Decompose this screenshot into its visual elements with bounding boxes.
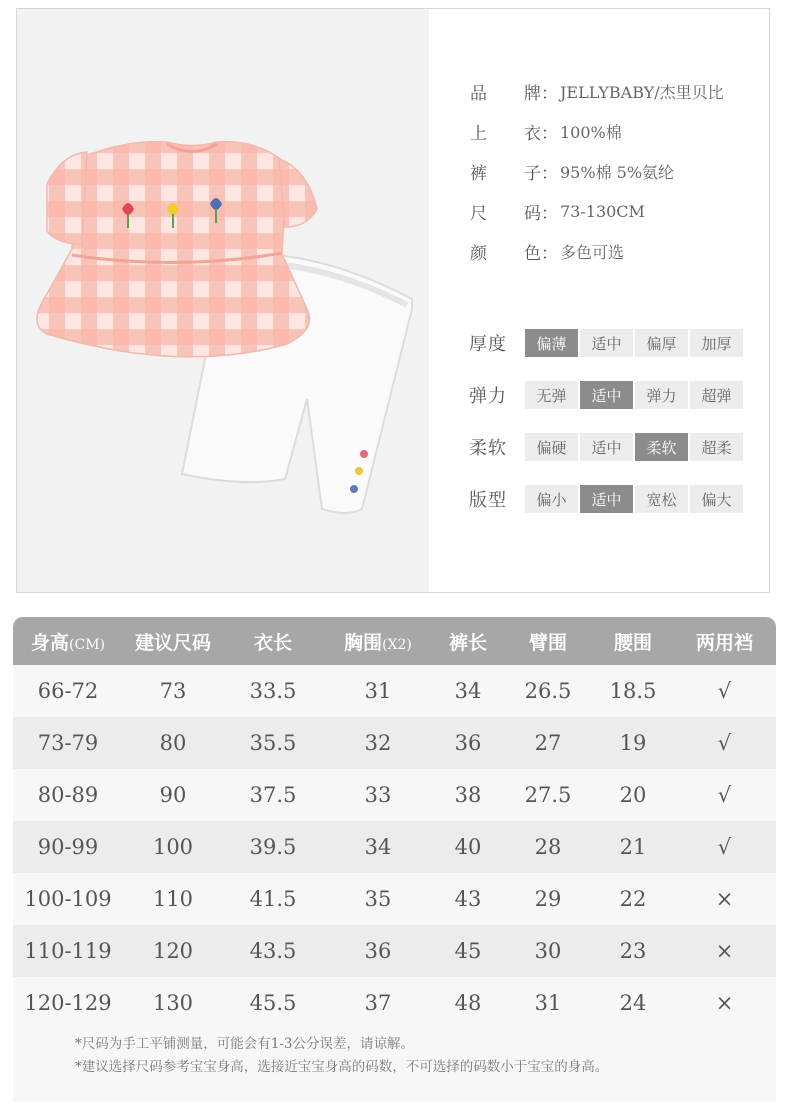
table-cell: 37.5 — [249, 783, 297, 807]
column-header-label: 两用裆 — [695, 631, 753, 654]
table-cell: √ — [717, 783, 732, 807]
attribute-name: 厚度 — [469, 334, 507, 355]
size-chart-header — [13, 617, 776, 665]
spec-label-char — [524, 119, 558, 144]
attribute-option: 偏硬 — [525, 433, 578, 461]
table-cell: 45.5 — [249, 991, 297, 1015]
column-header-unit: (CM) — [69, 636, 105, 653]
size-chart — [13, 617, 776, 1102]
spec-label-char: 颜 — [470, 243, 487, 264]
attribute-name: 弹力 — [469, 386, 507, 407]
column-header — [503, 628, 593, 655]
size-chart-body — [13, 665, 776, 1029]
table-cell: 39.5 — [249, 835, 297, 859]
table-cell: 27 — [534, 731, 562, 755]
table-cell: 43.5 — [249, 939, 297, 963]
spec-label — [470, 159, 558, 184]
attribute-option: 适中 — [580, 433, 633, 461]
table-cell: 40 — [454, 835, 482, 859]
attribute-grid — [469, 317, 745, 525]
table-cell: 29 — [534, 887, 562, 911]
spec-label — [470, 119, 558, 144]
table-cell: 110 — [152, 887, 194, 911]
colon: ： — [541, 243, 558, 264]
spec-label-char — [524, 159, 558, 184]
table-cell: 30 — [534, 939, 562, 963]
attribute-option: 偏大 — [690, 485, 743, 513]
table-cell: √ — [717, 679, 732, 703]
attribute-row — [469, 473, 745, 525]
column-header-label: 臂围 — [528, 631, 567, 654]
table-cell: 35 — [364, 887, 392, 911]
column-header — [673, 628, 776, 655]
attribute-option: 偏小 — [525, 485, 578, 513]
attribute-option: 超弹 — [690, 381, 743, 409]
table-cell: √ — [717, 835, 732, 859]
table-cell: 26.5 — [524, 679, 572, 703]
table-cell: × — [715, 887, 734, 911]
attribute-option-selected: 偏薄 — [525, 329, 578, 357]
table-row — [13, 925, 776, 977]
spec-label-char: 码 — [524, 203, 541, 224]
spec-label-char — [524, 199, 558, 224]
outfit-illustration — [17, 9, 429, 592]
spec-value: JELLYBABY/杰里贝比 — [560, 82, 724, 102]
spec-row — [470, 231, 724, 271]
table-cell: 48 — [454, 991, 482, 1015]
table-row — [13, 873, 776, 925]
table-cell: √ — [717, 731, 732, 755]
column-header-label: 腰围 — [613, 631, 652, 654]
attribute-option-selected: 适中 — [580, 381, 633, 409]
attribute-option: 适中 — [580, 329, 633, 357]
table-cell: 22 — [619, 887, 647, 911]
product-info-card — [16, 8, 770, 593]
spec-label-char: 色 — [524, 243, 541, 264]
table-cell: 28 — [534, 835, 562, 859]
table-cell: 34 — [454, 679, 482, 703]
table-cell: 100-109 — [24, 887, 112, 911]
spec-value: 100%棉 — [560, 122, 622, 142]
column-header-label: 身高 — [31, 631, 70, 654]
spec-label-char: 子 — [524, 163, 541, 184]
table-cell: 23 — [619, 939, 647, 963]
table-cell: 32 — [364, 731, 392, 755]
size-note: *建议选择尺码参考宝宝身高，选接近宝宝身高的码数，不可选择的码数小于宝宝的身高。 — [75, 1059, 609, 1075]
spec-row — [470, 71, 724, 111]
table-cell: 36 — [454, 731, 482, 755]
attribute-option: 超柔 — [690, 433, 743, 461]
table-cell: 41.5 — [249, 887, 297, 911]
spec-label-char: 品 — [470, 83, 487, 104]
table-cell: 120 — [152, 939, 194, 963]
size-note: *尺码为手工平铺测量，可能会有1-3公分误差，请谅解。 — [75, 1036, 414, 1052]
spec-label — [470, 79, 558, 104]
table-cell: 33.5 — [249, 679, 297, 703]
column-header-label: 衣长 — [253, 631, 292, 654]
size-notes — [13, 1029, 776, 1102]
table-cell: 18.5 — [609, 679, 657, 703]
spec-list — [470, 71, 724, 271]
column-header — [593, 628, 673, 655]
spec-label-char: 牌 — [524, 83, 541, 104]
spec-label-char — [524, 239, 558, 264]
column-header-label: 胸围 — [344, 631, 383, 654]
spec-value: 95%棉 5%氨纶 — [560, 162, 675, 182]
spec-row — [470, 111, 724, 151]
column-header — [323, 628, 433, 655]
attribute-option: 无弹 — [525, 381, 578, 409]
table-cell: 130 — [152, 991, 194, 1015]
table-cell: 80-89 — [37, 783, 99, 807]
table-cell: 19 — [619, 731, 647, 755]
table-cell: 38 — [454, 783, 482, 807]
table-cell: 73-79 — [37, 731, 99, 755]
attribute-option-selected: 适中 — [580, 485, 633, 513]
table-cell: 110-119 — [24, 939, 112, 963]
spec-label-char — [524, 79, 558, 104]
table-cell: × — [715, 939, 734, 963]
attribute-name: 柔软 — [469, 438, 507, 459]
attribute-option: 偏厚 — [635, 329, 688, 357]
spec-row — [470, 151, 724, 191]
table-cell: 90-99 — [37, 835, 99, 859]
table-cell: 27.5 — [524, 783, 572, 807]
column-header-label: 建议尺码 — [134, 631, 211, 654]
table-cell: 43 — [454, 887, 482, 911]
table-cell: 24 — [619, 991, 647, 1015]
spec-label-char: 上 — [470, 123, 487, 144]
table-cell: 33 — [364, 783, 392, 807]
column-header-unit: (X2) — [382, 636, 412, 653]
attribute-option: 加厚 — [690, 329, 743, 357]
spec-label — [470, 239, 558, 264]
table-cell: × — [715, 991, 734, 1015]
spec-label-char: 衣 — [524, 123, 541, 144]
spec-row — [470, 191, 724, 231]
table-cell: 73 — [159, 679, 187, 703]
table-row — [13, 665, 776, 717]
attribute-option: 宽松 — [635, 485, 688, 513]
table-cell: 31 — [364, 679, 392, 703]
table-cell: 31 — [534, 991, 562, 1015]
table-cell: 21 — [619, 835, 647, 859]
table-row — [13, 977, 776, 1029]
colon: ： — [541, 83, 558, 104]
column-header-label: 裤长 — [448, 631, 487, 654]
attribute-row — [469, 369, 745, 421]
colon: ： — [541, 123, 558, 144]
table-cell: 34 — [364, 835, 392, 859]
table-cell: 36 — [364, 939, 392, 963]
column-header — [433, 628, 503, 655]
colon: ： — [541, 203, 558, 224]
attribute-name: 版型 — [469, 490, 507, 511]
table-cell: 90 — [159, 783, 187, 807]
table-cell: 35.5 — [249, 731, 297, 755]
spec-value: 多色可选 — [560, 242, 625, 262]
table-cell: 45 — [454, 939, 482, 963]
spec-value: 73-130CM — [560, 201, 645, 221]
table-row — [13, 821, 776, 873]
table-cell: 80 — [159, 731, 187, 755]
colon: ： — [541, 163, 558, 184]
attribute-option-selected: 柔软 — [635, 433, 688, 461]
product-photo — [17, 9, 429, 592]
table-row — [13, 717, 776, 769]
attribute-row — [469, 317, 745, 369]
table-row — [13, 769, 776, 821]
table-cell: 37 — [364, 991, 392, 1015]
table-cell: 66-72 — [37, 679, 99, 703]
attribute-option: 弹力 — [635, 381, 688, 409]
table-cell: 20 — [619, 783, 647, 807]
table-cell: 120-129 — [24, 991, 112, 1015]
spec-label — [470, 199, 558, 224]
spec-label-char: 尺 — [470, 203, 487, 224]
table-cell: 100 — [152, 835, 194, 859]
column-header — [13, 628, 123, 655]
spec-label-char: 裤 — [470, 163, 487, 184]
attribute-row — [469, 421, 745, 473]
column-header — [223, 628, 323, 655]
column-header — [123, 628, 223, 655]
